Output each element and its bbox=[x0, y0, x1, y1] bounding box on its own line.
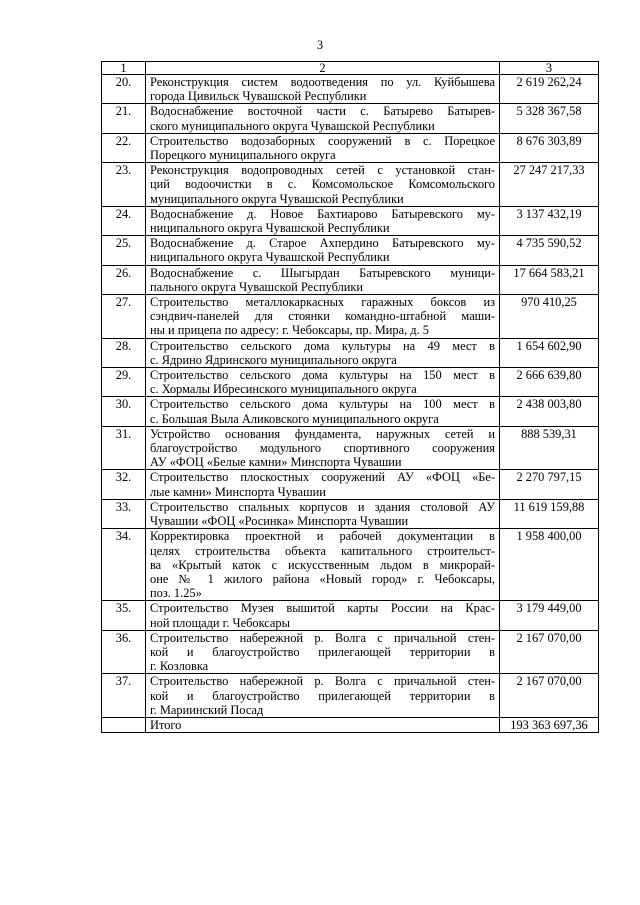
description-line: Водоснабжение д. Новое Бахтиарово Батыревского му- bbox=[150, 206, 495, 221]
row-description bbox=[146, 470, 500, 499]
table-row bbox=[102, 601, 599, 630]
row-amount: 2 619 262,24 bbox=[500, 75, 599, 104]
table-row bbox=[102, 630, 599, 674]
table-row bbox=[102, 470, 599, 499]
description-line: Реконструкция водопроводных сетей с установкой стан- bbox=[150, 163, 495, 178]
description-line: кой и благоустройство прилегающей территории в bbox=[150, 644, 495, 659]
description-line: целях строительства объекта капитального строительст- bbox=[150, 543, 495, 558]
row-amount: 970 410,25 bbox=[500, 295, 599, 339]
row-number: 28. bbox=[102, 338, 146, 367]
row-number: 37. bbox=[102, 674, 146, 718]
row-amount: 2 438 003,80 bbox=[500, 397, 599, 426]
description-line: ций водоочистки в с. Комсомольское Комсомольского bbox=[150, 177, 495, 192]
description-line: Корректировка проектной и рабочей документации в bbox=[150, 529, 495, 544]
row-number: 24. bbox=[102, 206, 146, 235]
description-line: ского муниципального округа Чувашской Республики bbox=[150, 118, 435, 133]
table-row bbox=[102, 133, 599, 162]
row-number: 34. bbox=[102, 529, 146, 601]
table-row bbox=[102, 397, 599, 426]
row-number: 35. bbox=[102, 601, 146, 630]
header-col-2: 2 bbox=[146, 62, 500, 75]
description-line: Строительство сельского дома культуры на 49 мест в bbox=[150, 338, 495, 353]
table-row bbox=[102, 206, 599, 235]
row-description bbox=[146, 295, 500, 339]
row-number: 33. bbox=[102, 499, 146, 528]
objects-table bbox=[101, 61, 599, 733]
description-line: Строительство металлокаркасных гаражных боксов из bbox=[150, 295, 495, 310]
row-description bbox=[146, 163, 500, 207]
row-amount: 1 958 400,00 bbox=[500, 529, 599, 601]
table-row bbox=[102, 426, 599, 470]
header-col-1: 1 bbox=[102, 62, 146, 75]
description-line: Порецкого муниципального округа bbox=[150, 148, 336, 163]
description-line: Строительство набережной р. Волга с причальной стен- bbox=[150, 630, 495, 645]
description-line: Строительство набережной р. Волга с причальной стен- bbox=[150, 674, 495, 689]
row-number: 20. bbox=[102, 75, 146, 104]
description-line: ва «Крытый каток с искусственным льдом в микрорай- bbox=[150, 557, 495, 572]
row-amount: 2 270 797,15 bbox=[500, 470, 599, 499]
row-description bbox=[146, 601, 500, 630]
row-amount: 5 328 367,58 bbox=[500, 104, 599, 133]
row-amount: 8 676 303,89 bbox=[500, 133, 599, 162]
table-row bbox=[102, 295, 599, 339]
description-line: ниципального округа Чувашской Республики bbox=[150, 250, 390, 265]
description-line: Строительство сельского дома культуры на 100 мест в bbox=[150, 397, 495, 412]
row-amount: 2 167 070,00 bbox=[500, 674, 599, 718]
row-number: 21. bbox=[102, 104, 146, 133]
description-line: лые камни» Минспорта Чувашии bbox=[150, 484, 326, 499]
row-description bbox=[146, 630, 500, 674]
description-line: Строительство спальных корпусов и здания столовой АУ bbox=[150, 499, 495, 514]
table-row bbox=[102, 163, 599, 207]
description-line: пального округа Чувашской Республики bbox=[150, 279, 364, 294]
row-number: 31. bbox=[102, 426, 146, 470]
description-line: Водоснабжение д. Старое Ахпердино Батыревского му- bbox=[150, 236, 495, 251]
row-description bbox=[146, 104, 500, 133]
description-line: поз. 1.25» bbox=[150, 586, 202, 601]
table-row bbox=[102, 104, 599, 133]
row-amount: 27 247 217,33 bbox=[500, 163, 599, 207]
page-number: 3 bbox=[316, 38, 324, 52]
description-line: ниципального округа Чувашской Республики bbox=[150, 221, 390, 236]
table-row bbox=[102, 529, 599, 601]
row-number: 23. bbox=[102, 163, 146, 207]
row-amount: 11 619 159,88 bbox=[500, 499, 599, 528]
table-row bbox=[102, 499, 599, 528]
description-line: благоустройство модульного спортивного сооружения bbox=[150, 441, 495, 456]
description-line: с. Ядрино Ядринского муниципального округа bbox=[150, 352, 397, 367]
description-line: Строительство сельского дома культуры на 150 мест в bbox=[150, 368, 495, 383]
row-description bbox=[146, 529, 500, 601]
row-number: 27. bbox=[102, 295, 146, 339]
row-description bbox=[146, 674, 500, 718]
description-line: сэндвич-панелей для стоянки командно-штабной маши- bbox=[150, 309, 495, 324]
description-line: Строительство Музея вышитой карты России на Крас- bbox=[150, 601, 495, 616]
row-number: 30. bbox=[102, 397, 146, 426]
row-amount: 888 539,31 bbox=[500, 426, 599, 470]
description-line: Строительство плоскостных сооружений АУ «ФОЦ «Бе- bbox=[150, 470, 495, 485]
description-line: ной площади г. Чебоксары bbox=[150, 615, 290, 630]
description-line: оне № 1 жилого района «Новый город» г. Чебоксары, bbox=[150, 571, 495, 586]
table-header-row bbox=[102, 62, 599, 75]
row-number: 26. bbox=[102, 265, 146, 294]
description-line: города Цивильск Чувашской Республики bbox=[150, 89, 367, 104]
table-body bbox=[102, 62, 599, 733]
description-line: с. Большая Выла Аликовского муниципального округа bbox=[150, 411, 439, 426]
description-line: кой и благоустройство прилегающей территории в bbox=[150, 688, 495, 703]
total-label: Итого bbox=[146, 717, 500, 732]
row-amount: 3 137 432,19 bbox=[500, 206, 599, 235]
description-line: с. Хормалы Ибресинского муниципального округа bbox=[150, 382, 417, 397]
header-col-3: 3 bbox=[500, 62, 599, 75]
table-row bbox=[102, 338, 599, 367]
row-description bbox=[146, 265, 500, 294]
row-description bbox=[146, 338, 500, 367]
table-row bbox=[102, 265, 599, 294]
row-number: 32. bbox=[102, 470, 146, 499]
description-line: г. Мариинский Посад bbox=[150, 702, 264, 717]
description-line: Водоснабжение восточной части с. Батырево Батырев- bbox=[150, 104, 495, 119]
row-amount: 2 167 070,00 bbox=[500, 630, 599, 674]
description-line: Чувашии «ФОЦ «Росинка» Минспорта Чувашии bbox=[150, 514, 409, 529]
description-line: ны и прицепа по адресу: г. Чебоксары, пр. Мира, д. 5 bbox=[150, 323, 429, 338]
row-description bbox=[146, 368, 500, 397]
row-number: 36. bbox=[102, 630, 146, 674]
row-amount: 2 666 639,80 bbox=[500, 368, 599, 397]
row-amount: 4 735 590,52 bbox=[500, 236, 599, 265]
description-line: муниципального округа Чувашской Республики bbox=[150, 191, 404, 206]
row-description bbox=[146, 75, 500, 104]
row-number: 29. bbox=[102, 368, 146, 397]
table-row bbox=[102, 236, 599, 265]
row-amount: 3 179 449,00 bbox=[500, 601, 599, 630]
row-number: 22. bbox=[102, 133, 146, 162]
description-line: Устройство основания фундамента, наружных сетей и bbox=[150, 426, 495, 441]
row-description bbox=[146, 236, 500, 265]
description-line: Водоснабжение с. Шыгырдан Батыревского муници- bbox=[150, 265, 495, 280]
row-number: 25. bbox=[102, 236, 146, 265]
row-description bbox=[146, 206, 500, 235]
row-description bbox=[146, 499, 500, 528]
total-row bbox=[102, 717, 599, 732]
row-description bbox=[146, 133, 500, 162]
row-description bbox=[146, 397, 500, 426]
table-row bbox=[102, 368, 599, 397]
description-line: Реконструкция систем водоотведения по ул. Куйбышева bbox=[150, 75, 495, 89]
table-row bbox=[102, 75, 599, 104]
description-line: Строительство водозаборных сооружений в с. Порецкое bbox=[150, 133, 495, 148]
description-line: АУ «ФОЦ «Белые камни» Минспорта Чувашии bbox=[150, 455, 402, 470]
row-description bbox=[146, 426, 500, 470]
row-amount: 17 664 583,21 bbox=[500, 265, 599, 294]
total-amount: 193 363 697,36 bbox=[500, 717, 599, 732]
total-empty-cell bbox=[102, 717, 146, 732]
table-row bbox=[102, 674, 599, 718]
description-line: г. Козловка bbox=[150, 659, 209, 674]
row-amount: 1 654 602,90 bbox=[500, 338, 599, 367]
